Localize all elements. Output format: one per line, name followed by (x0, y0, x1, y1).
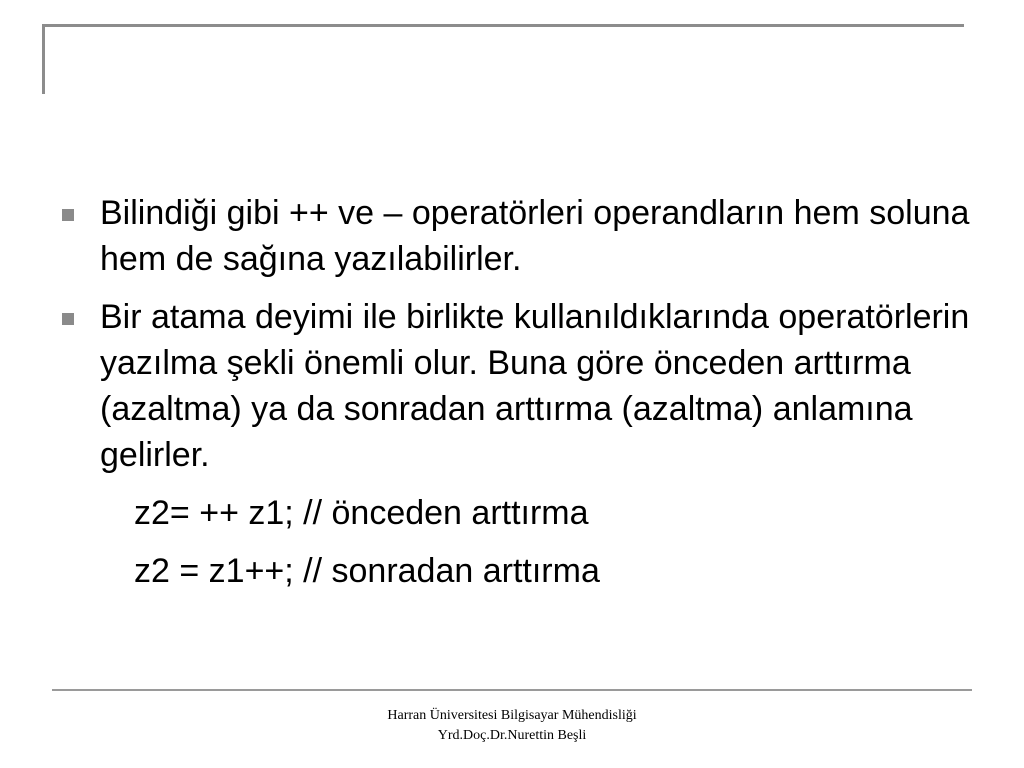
square-bullet-icon (62, 313, 74, 325)
bullet-item-2 (62, 294, 982, 478)
code-example-2: z2 = z1++; // sonradan arttırma (134, 552, 600, 590)
footer (0, 706, 1024, 746)
footer-author: Yrd.Doç.Dr.Nurettin Beşli (437, 728, 587, 743)
square-bullet-icon (62, 209, 74, 221)
slide-body (62, 190, 982, 606)
bullet-text-1: Bilindiği gibi ++ ve – operatörleri operandların hem soluna hem de sağına yazılabilirler. (100, 194, 970, 278)
bullet-text-2: Bir atama deyimi ile birlikte kullanıldıklarında operatörlerin yazılma şekli önemli olur. Buna göre önceden arttırma (azaltma) ya da sonradan arttırma (azaltma) anlamına gelirler. (100, 298, 970, 474)
top-frame-line (42, 24, 964, 27)
code-example-1: z2= ++ z1; // önceden arttırma (134, 494, 589, 532)
left-frame-line (42, 24, 45, 94)
footer-divider (52, 689, 972, 691)
bullet-item-1 (62, 190, 982, 282)
footer-institution: Harran Üniversitesi Bilgisayar Mühendisliği (387, 708, 637, 723)
